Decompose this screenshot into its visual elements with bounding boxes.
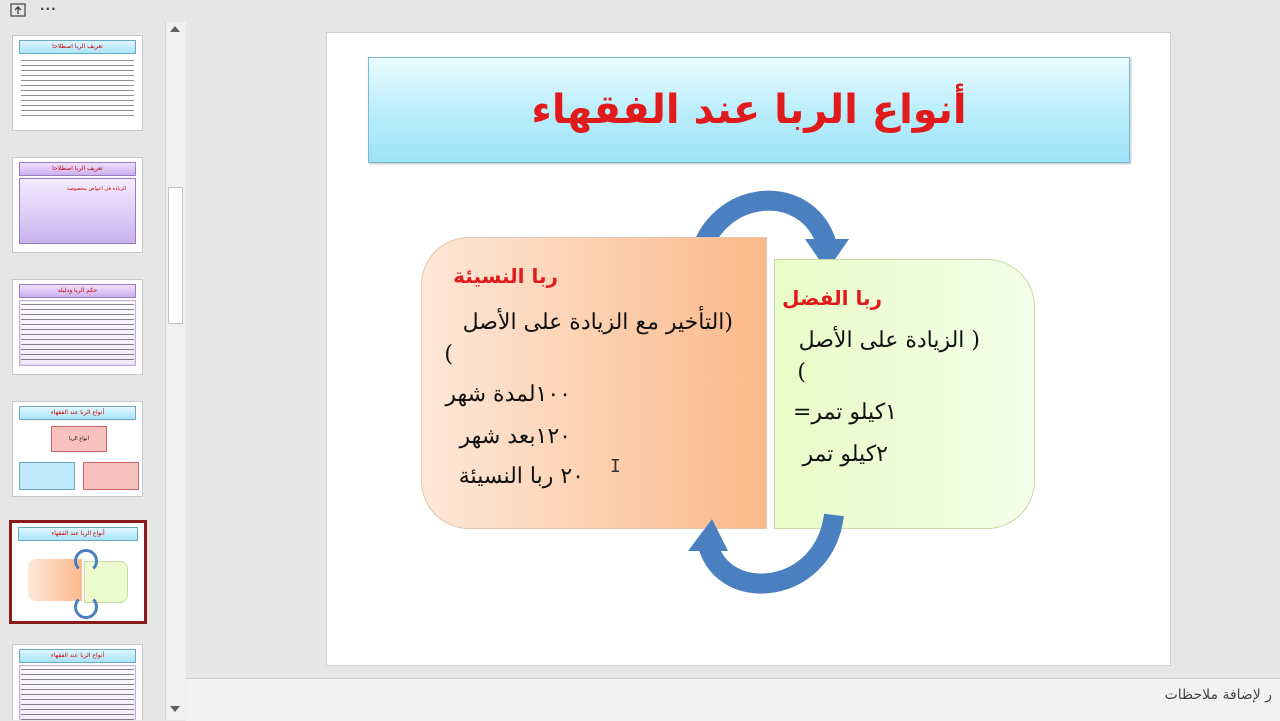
thumbnail-right-box bbox=[83, 462, 139, 490]
slide-editor bbox=[186, 22, 1280, 678]
nasiah-heading: ربا النسيئة bbox=[453, 264, 558, 288]
slide-thumbnail-1[interactable] bbox=[12, 35, 143, 131]
text-cursor-icon: I bbox=[610, 456, 621, 477]
nasiah-line: ١٢٠بعد شهر bbox=[459, 424, 571, 449]
slide-thumbnail-5-selected[interactable] bbox=[9, 520, 147, 624]
thumbnail-title: أنواع الربا عند الفقهاء bbox=[18, 527, 138, 541]
slide-thumbnail-4[interactable] bbox=[12, 401, 143, 497]
upload-icon[interactable] bbox=[10, 3, 26, 20]
fadl-card[interactable] bbox=[774, 259, 1035, 529]
nasiah-line: ) bbox=[444, 342, 453, 367]
thumbnail-title: تعريف الربا اصطلاحا bbox=[19, 162, 136, 176]
slide-title: أنواع الربا عند الفقهاء bbox=[531, 87, 967, 133]
fadl-heading: ربا الفضل bbox=[782, 286, 882, 310]
slide-title-box[interactable] bbox=[368, 57, 1130, 163]
thumbnail-text-lines bbox=[21, 667, 134, 720]
fadl-line: ١كيلو تمر= bbox=[793, 400, 897, 425]
nasiah-line: ٢٠ ربا النسيئة bbox=[458, 464, 584, 489]
scroll-up-arrow-icon[interactable] bbox=[170, 26, 180, 32]
pane-toolbar bbox=[0, 0, 186, 22]
slide-thumbnail-2[interactable] bbox=[12, 157, 143, 253]
cycle-arrow-bottom-icon bbox=[682, 501, 852, 601]
nasiah-line: (التأخير مع الزيادة على الأصل bbox=[462, 310, 733, 335]
thumbnail-center-box: أنواع الربا bbox=[51, 426, 107, 452]
thumbnail-text-lines bbox=[21, 58, 134, 120]
fadl-line: ٢كيلو تمر bbox=[802, 442, 888, 467]
thumbnail-text-lines bbox=[21, 302, 134, 364]
more-options-icon[interactable]: ··· bbox=[40, 2, 57, 16]
nasiah-line: ١٠٠لمدة شهر bbox=[445, 382, 571, 407]
fadl-line: ) bbox=[797, 360, 806, 385]
thumbnail-scrollbar[interactable] bbox=[165, 22, 186, 720]
notes-placeholder: ر لإضافة ملاحظات bbox=[1164, 687, 1272, 703]
scrollbar-thumb[interactable] bbox=[168, 187, 183, 324]
thumbnail-title: أنواع الربا عند الفقهاء bbox=[19, 649, 136, 663]
thumbnail-title: حكم الربا ودليله bbox=[19, 284, 136, 298]
fadl-line: ( الزيادة على الأصل bbox=[798, 328, 980, 353]
slide-thumbnail-3[interactable] bbox=[12, 279, 143, 375]
thumbnail-arrow-icon bbox=[74, 549, 98, 573]
thumbnail-left-box bbox=[19, 462, 75, 490]
thumbnail-body-text: الزيادة في اعواض مخصوصة bbox=[67, 186, 126, 192]
slide-thumbnail-pane bbox=[0, 22, 165, 720]
thumbnail-title: أنواع الربا عند الفقهاء bbox=[19, 406, 136, 420]
thumbnail-title: تعريف الربا اصطلاحا bbox=[19, 40, 136, 54]
nasiah-card[interactable] bbox=[421, 237, 767, 529]
slide-canvas[interactable] bbox=[326, 32, 1171, 666]
slide-thumbnail-6[interactable] bbox=[12, 644, 143, 720]
scroll-down-arrow-icon[interactable] bbox=[170, 706, 180, 712]
notes-pane[interactable] bbox=[186, 678, 1280, 721]
thumbnail-arrow-icon bbox=[74, 595, 98, 619]
